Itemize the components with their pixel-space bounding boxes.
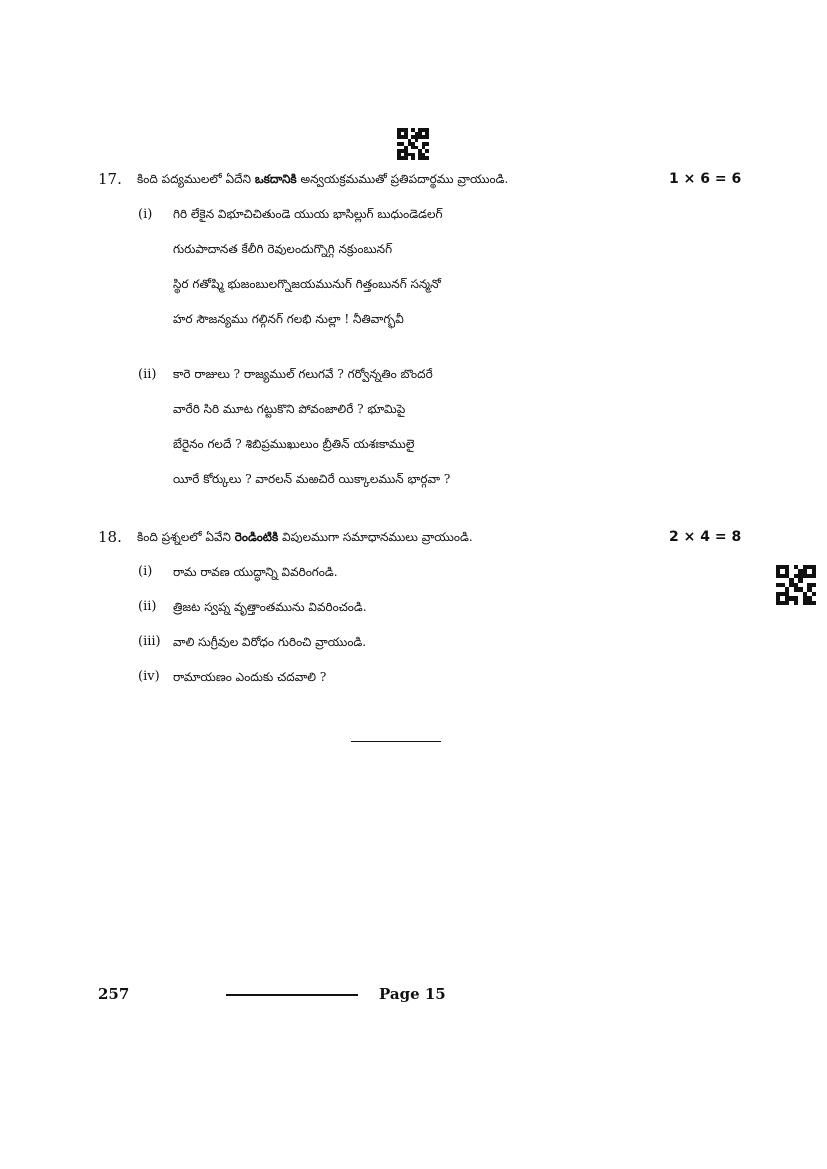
poem-line: స్థిర గతోష్మి భుజంబులగ్నొజయమునుగ్ గిత్తంబునగ్ సన్మనో <box>173 277 441 291</box>
marks-label: 2 × 4 = 8 <box>669 529 742 545</box>
poem-line: వారేరి సిరి మూట గట్టుకొని పోవంజాలిరే ? భూమిపై <box>173 402 406 416</box>
section-end-divider <box>351 741 441 742</box>
qr-code-icon <box>776 565 816 605</box>
poem-line: హర సౌజన్యము గల్గినగ్ గలభి నుల్లా ! నీతివాగ్భవీ <box>173 312 404 326</box>
sub-question-label: (i) <box>138 564 153 579</box>
sub-question-label: (iii) <box>138 634 161 649</box>
paper-code: 257 <box>98 985 130 1003</box>
question-number: 18. <box>98 528 122 546</box>
sub-question-label: (ii) <box>138 599 157 614</box>
marks-label: 1 × 6 = 6 <box>669 171 742 187</box>
poem-line: గిరి లేకైన విభూచిచితుండె యుయ భాసిల్లుగ్ బుధుండెడలగ్ <box>173 207 443 221</box>
sub-question-label: (iv) <box>138 669 160 684</box>
question-item: వాలి సుగ్రీవుల విరోధం గురించి వ్రాయుండి. <box>173 635 367 649</box>
question-stem: కింది పద్యములలో ఏదేని ఒకదానికి అన్వయక్రమముతో ప్రతిపదార్థము వ్రాయుండి. <box>137 172 509 186</box>
poem-line: బేరైనం గలదే ? శిబిప్రముఖులుం బ్రీతిన్ యశఃకాములై <box>173 437 415 451</box>
poem-line: గురుపాదానత కేలీగి రెవులందుగ్నొగ్గి నక్రుంబునగ్ <box>173 242 393 256</box>
question-item: రామ రావణ యుద్ధాన్ని వివరింగండి. <box>173 565 338 579</box>
sub-question-label: (i) <box>138 207 153 222</box>
page-number: Page 15 <box>379 985 446 1003</box>
question-number: 17. <box>98 170 122 188</box>
poem-line: యీరే కోర్కులు ? వారలన్ మఱచిరే యిక్కాలమున్ భార్గవా ? <box>173 472 451 486</box>
sub-question-label: (ii) <box>138 367 157 382</box>
question-item: రామాయణం ఎందుకు చదవాలి ? <box>173 670 327 684</box>
qr-code-icon <box>397 128 429 160</box>
question-item: త్రిజట స్వప్న వృత్తాంతమును వివరించండి. <box>173 600 367 614</box>
footer-divider <box>226 994 358 996</box>
question-stem: కింది ప్రశ్నలలో ఏవేని రెండింటికి విపులముగా సమాధానములు వ్రాయుండి. <box>137 530 473 544</box>
poem-line: కారె రాజులు ? రాజ్యముల్ గలుగవే ? గర్వోన్నతిం బొందరే <box>173 367 433 381</box>
